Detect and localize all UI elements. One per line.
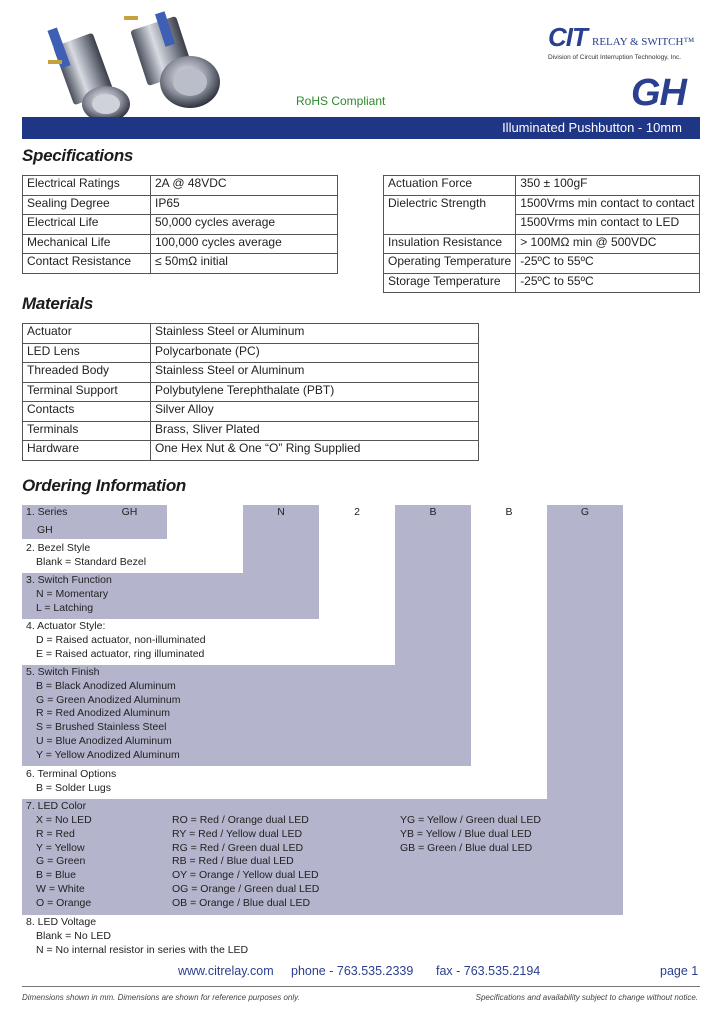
finish-option: U = Blue Anodized Aluminum — [36, 734, 172, 747]
product-photo — [40, 8, 230, 126]
property-name: Terminals — [23, 421, 151, 441]
title-banner — [22, 117, 700, 139]
property-value: -25ºC to 55ºC — [516, 273, 699, 293]
code-column-actuator-gap — [319, 505, 395, 618]
property-value: One Hex Nut & One “O” Ring Supplied — [151, 441, 479, 461]
bezel-title: 2. Bezel Style — [26, 542, 91, 554]
property-value: 2A @ 48VDC — [151, 176, 338, 196]
spec-table-left — [22, 175, 338, 274]
led-option: YB = Yellow / Blue dual LED — [400, 827, 532, 840]
bezel-style-block — [26, 542, 146, 570]
property-name: Mechanical Life — [23, 234, 151, 254]
property-value: ≤ 50mΩ initial — [151, 254, 338, 274]
code-series: GH — [121, 506, 138, 518]
led-color-col-2 — [172, 814, 319, 911]
property-value: Polybutylene Terephthalate (PBT) — [151, 382, 479, 402]
property-value: 50,000 cycles average — [151, 215, 338, 235]
material-row — [23, 363, 479, 383]
property-value: > 100MΩ min @ 500VDC — [516, 234, 699, 254]
spec-row — [23, 254, 338, 274]
material-row — [23, 324, 479, 344]
code-actuator: 2 — [354, 506, 360, 518]
property-name: Sealing Degree — [23, 195, 151, 215]
property-name: Contact Resistance — [23, 254, 151, 274]
code-terminal: B — [505, 506, 513, 518]
property-value: Brass, Sliver Plated — [151, 421, 479, 441]
led-option: Y = Yellow — [36, 841, 85, 854]
logo-brand: CIT — [548, 22, 587, 52]
terminal-option: B = Solder Lugs — [36, 781, 112, 794]
footer-note-dimensions: Dimensions shown in mm. Dimensions are shown for reference purposes only. — [22, 993, 300, 1002]
bezel-option: Blank = Standard Bezel — [36, 555, 147, 568]
property-name: Electrical Life — [23, 215, 151, 235]
property-name: Insulation Resistance — [384, 234, 516, 254]
spec-row — [384, 234, 700, 254]
material-row — [23, 402, 479, 422]
banner-title: Illuminated Pushbutton - 10mm — [502, 120, 682, 135]
property-value: 1500Vrms min contact to LED — [516, 215, 699, 235]
led-option: RY = Red / Yellow dual LED — [172, 827, 303, 840]
switch-finish-block — [26, 666, 180, 763]
switch-function-block — [26, 574, 112, 615]
finish-option: B = Black Anodized Aluminum — [36, 679, 176, 692]
code-function: N — [277, 506, 285, 518]
led-option: W = White — [36, 882, 85, 895]
spec-row — [384, 273, 700, 293]
logo-subtitle: RELAY & SWITCH™ — [592, 36, 695, 48]
property-value: -25ºC to 55ºC — [516, 254, 699, 274]
series-value: GH — [37, 524, 53, 536]
website-link[interactable]: www.citrelay.com — [178, 964, 274, 978]
code-finish: B — [429, 506, 437, 518]
property-name: Threaded Body — [23, 363, 151, 383]
ordering-heading: Ordering Information — [22, 476, 187, 495]
actuator-option: D = Raised actuator, non-illuminated — [36, 633, 206, 646]
finish-option: Y = Yellow Anodized Aluminum — [36, 748, 180, 761]
logo-division: Division of Circuit Interruption Technology, Inc. — [548, 54, 682, 61]
function-option: L = Latching — [36, 601, 94, 614]
spec-row — [384, 176, 700, 196]
property-value: Silver Alloy — [151, 402, 479, 422]
material-row — [23, 421, 479, 441]
material-row — [23, 382, 479, 402]
finish-option: R = Red Anodized Aluminum — [36, 707, 170, 720]
series-label: 1. Series — [26, 506, 68, 518]
spec-table-right — [383, 175, 700, 293]
led-option: RO = Red / Orange dual LED — [172, 814, 309, 826]
code-column-bezel — [167, 505, 243, 539]
property-name: Actuation Force — [384, 176, 516, 196]
footer-note-availability: Specifications and availability subject to change without notice. — [475, 993, 698, 1002]
function-title: 3. Switch Function — [26, 574, 112, 586]
series-code: GH — [631, 72, 686, 114]
finish-option: G = Green Anodized Aluminum — [36, 693, 181, 706]
led-option: G = Green — [36, 855, 86, 868]
finish-option: S = Brushed Stainless Steel — [36, 721, 167, 734]
material-row — [23, 343, 479, 363]
spec-row — [384, 254, 700, 274]
actuator-option: E = Raised actuator, ring illuminated — [36, 647, 205, 660]
property-value: IP65 — [151, 195, 338, 215]
property-value: Stainless Steel or Aluminum — [151, 363, 479, 383]
led-option: RG = Red / Green dual LED — [172, 841, 304, 854]
property-name: Actuator — [23, 324, 151, 344]
property-value: Polycarbonate (PC) — [151, 343, 479, 363]
spec-row — [384, 195, 700, 215]
property-value: Stainless Steel or Aluminum — [151, 324, 479, 344]
led-color-col-1 — [36, 814, 92, 911]
property-name: Electrical Ratings — [23, 176, 151, 196]
materials-heading: Materials — [22, 294, 94, 313]
voltage-option: N = No internal resistor in series with the LED — [36, 943, 249, 956]
led-option: RB = Red / Blue dual LED — [172, 855, 294, 868]
actuator-style-block — [26, 620, 206, 661]
property-name: LED Lens — [23, 343, 151, 363]
led-option: OB = Orange / Blue dual LED — [172, 896, 311, 909]
led-option: X = No LED — [36, 814, 92, 826]
property-name: Operating Temperature — [384, 254, 516, 274]
property-value: 100,000 cycles average — [151, 234, 338, 254]
led-option: YG = Yellow / Green dual LED — [400, 814, 541, 826]
led-color-col-3 — [400, 814, 541, 855]
spec-row — [23, 195, 338, 215]
led-option: B = Blue — [36, 869, 76, 882]
property-value: 350 ± 100gF — [516, 176, 699, 196]
footer-divider — [22, 986, 700, 987]
property-name: Hardware — [23, 441, 151, 461]
led-option: O = Orange — [36, 896, 92, 909]
led-option: GB = Green / Blue dual LED — [400, 841, 533, 854]
cit-logo[interactable] — [548, 22, 708, 66]
led-color-title: 7. LED Color — [26, 800, 87, 812]
led-option: R = Red — [36, 827, 75, 840]
property-name: Contacts — [23, 402, 151, 422]
actuator-title: 4. Actuator Style: — [26, 620, 106, 632]
terminal-title: 6. Terminal Options — [26, 768, 117, 780]
function-option: N = Momentary — [36, 587, 109, 600]
phone-number: phone - 763.535.2339 — [291, 964, 414, 978]
led-voltage-block — [26, 916, 248, 957]
led-option: OG = Orange / Green dual LED — [172, 882, 320, 895]
property-name: Storage Temperature — [384, 273, 516, 293]
code-column-terminal — [471, 505, 547, 799]
page-number: page 1 — [660, 964, 699, 978]
code-led: G — [580, 506, 590, 518]
specifications-heading: Specifications — [22, 146, 134, 165]
terminal-options-block — [26, 768, 116, 796]
rohs-label: RoHS Compliant — [296, 94, 386, 108]
spec-row — [23, 234, 338, 254]
finish-title: 5. Switch Finish — [26, 666, 100, 678]
spec-row — [23, 176, 338, 196]
materials-table — [22, 323, 479, 461]
property-name: Dielectric Strength — [384, 195, 516, 234]
voltage-option: Blank = No LED — [36, 929, 111, 942]
property-name: Terminal Support — [23, 382, 151, 402]
led-option: OY = Orange / Yellow dual LED — [172, 869, 319, 882]
property-value: 1500Vrms min contact to contact — [516, 195, 699, 215]
spec-row — [23, 215, 338, 235]
material-row — [23, 441, 479, 461]
fax-number: fax - 763.535.2194 — [436, 964, 541, 978]
voltage-title: 8. LED Voltage — [26, 916, 97, 928]
